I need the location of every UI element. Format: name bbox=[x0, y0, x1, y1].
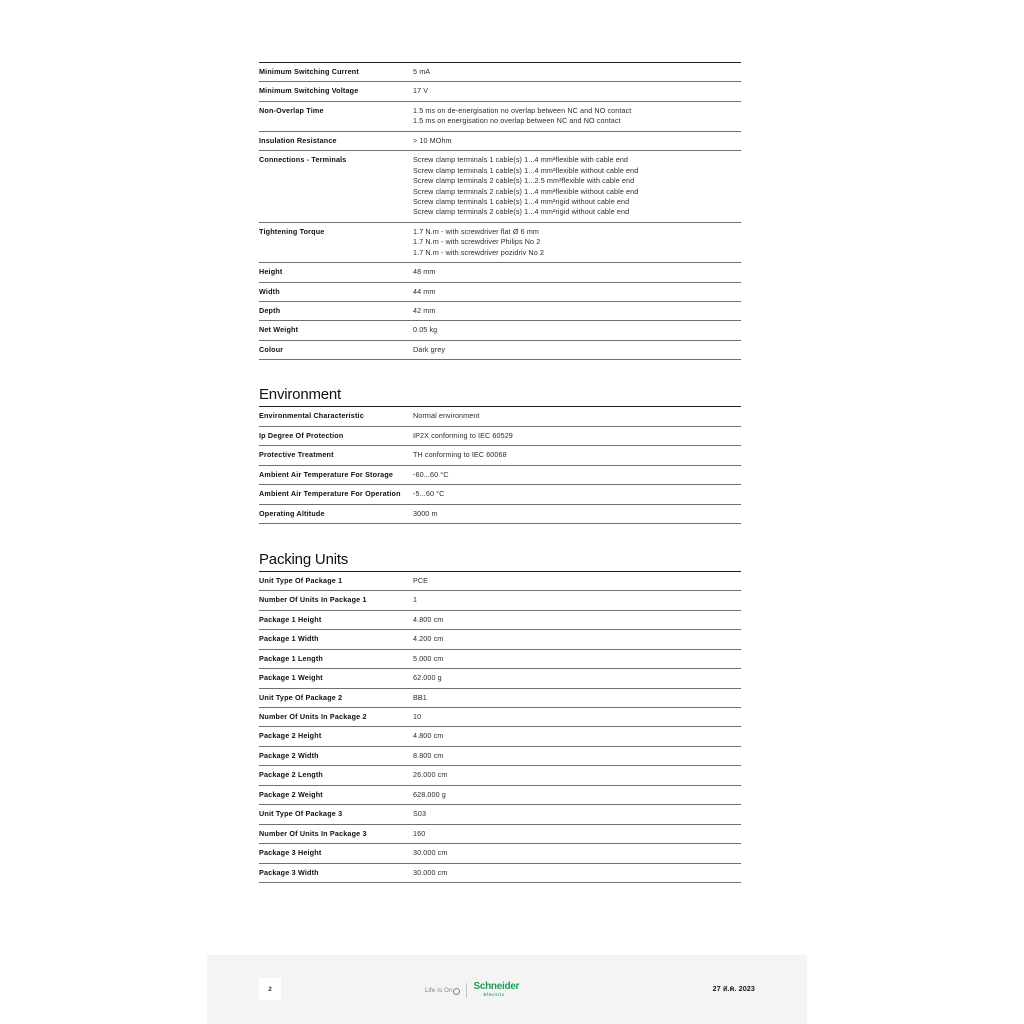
spec-value-line: Screw clamp terminals 1 cable(s) 1...4 mm²rigid without cable end bbox=[413, 196, 630, 206]
spec-value-line: 1.5 ms on de-energisation no overlap between NC and NO contact bbox=[413, 105, 632, 115]
spec-value-line: 30.000 cm bbox=[413, 848, 448, 858]
table-row bbox=[259, 426, 741, 445]
spec-value bbox=[411, 805, 741, 824]
spec-label: Unit Type Of Package 1 bbox=[259, 575, 343, 585]
spec-label: Package 2 Length bbox=[259, 770, 323, 780]
spec-value bbox=[411, 131, 741, 150]
spec-value-line: Screw clamp terminals 1 cable(s) 1...4 mm²flexible with cable end bbox=[413, 155, 629, 165]
spec-value bbox=[411, 151, 741, 223]
spec-value bbox=[411, 263, 741, 282]
spec-label: Connections - Terminals bbox=[259, 155, 347, 165]
section-heading-environment: Environment bbox=[259, 386, 342, 404]
table-row bbox=[259, 282, 741, 301]
spec-value bbox=[411, 504, 741, 523]
spec-label: Ambient Air Temperature For Operation bbox=[259, 489, 401, 499]
spec-value-line: Normal environment bbox=[413, 411, 480, 421]
table-row bbox=[259, 785, 741, 804]
spec-value bbox=[411, 688, 741, 707]
spec-value-line: Screw clamp terminals 2 cable(s) 1...4 mm²rigid without cable end bbox=[413, 207, 630, 217]
page-content bbox=[259, 62, 741, 883]
spec-label: Height bbox=[259, 267, 283, 277]
spec-value bbox=[411, 746, 741, 765]
spec-value-line: 10 bbox=[413, 712, 422, 721]
table-row bbox=[259, 263, 741, 282]
spec-label: Package 2 Height bbox=[259, 731, 322, 741]
spec-value-line: 4.200 cm bbox=[413, 634, 444, 644]
spec-label: Number Of Units In Package 1 bbox=[259, 595, 367, 605]
spec-value bbox=[411, 321, 741, 340]
spec-value-line: 1.7 N.m - with screwdriver Philips No 2 bbox=[413, 237, 541, 247]
table-row bbox=[259, 805, 741, 824]
spec-value-line: 0.05 kg bbox=[413, 325, 438, 335]
spec-label: Package 2 Weight bbox=[259, 789, 323, 799]
spec-label: Insulation Resistance bbox=[259, 135, 337, 145]
spec-value bbox=[411, 863, 741, 882]
spec-value-line: TH conforming to IEC 60068 bbox=[413, 450, 507, 460]
life-is-on-tagline: Life Is On bbox=[425, 986, 453, 994]
spec-value-line: 628.000 g bbox=[413, 789, 446, 799]
spec-value-line: Screw clamp terminals 2 cable(s) 1...4 mm²flexible without cable end bbox=[413, 186, 639, 196]
table-row bbox=[259, 504, 741, 523]
spec-label: Net Weight bbox=[259, 325, 299, 335]
spec-label: Minimum Switching Current bbox=[259, 67, 359, 76]
spec-value-line: 44 mm bbox=[413, 286, 436, 296]
document-page bbox=[207, 0, 807, 1024]
table-row bbox=[259, 222, 741, 262]
page-number-badge: 2 bbox=[259, 978, 281, 1000]
spec-value bbox=[411, 282, 741, 301]
table-row bbox=[259, 766, 741, 785]
spec-value-line: Screw clamp terminals 2 cable(s) 1...2.5 mm²flexible with cable end bbox=[413, 176, 635, 186]
spec-value bbox=[411, 302, 741, 321]
spec-value-line: Dark grey bbox=[413, 344, 446, 354]
spec-table-characteristics-continued bbox=[259, 62, 741, 360]
footer-date: 27 ส.ค. 2023 bbox=[712, 984, 755, 993]
spec-label: Package 3 Height bbox=[259, 848, 322, 858]
table-row bbox=[259, 340, 741, 359]
table-row bbox=[259, 610, 741, 629]
sections-container bbox=[259, 62, 741, 883]
table-row bbox=[259, 571, 741, 590]
spec-value bbox=[411, 610, 741, 629]
spec-label: Package 3 Width bbox=[259, 867, 319, 877]
spec-label: Package 1 Width bbox=[259, 634, 319, 644]
spec-label: Tightening Torque bbox=[259, 226, 325, 236]
spec-label: Ip Degree Of Protection bbox=[259, 430, 344, 440]
spec-label: Unit Type Of Package 3 bbox=[259, 809, 343, 819]
table-row bbox=[259, 446, 741, 465]
spec-value-line: 5 mA bbox=[413, 67, 431, 76]
spec-value-line: 17 V bbox=[413, 86, 429, 96]
spec-label: Package 1 Length bbox=[259, 653, 323, 663]
spec-label: Minimum Switching Voltage bbox=[259, 86, 359, 96]
table-row bbox=[259, 131, 741, 150]
spec-value bbox=[411, 340, 741, 359]
table-row bbox=[259, 465, 741, 484]
spec-label: Depth bbox=[259, 306, 281, 315]
table-row bbox=[259, 151, 741, 223]
spec-value bbox=[411, 766, 741, 785]
table-row bbox=[259, 649, 741, 668]
logo-divider bbox=[466, 983, 467, 998]
spec-label: Package 1 Height bbox=[259, 614, 322, 624]
spec-table-environment bbox=[259, 406, 741, 524]
spec-label: Package 1 Weight bbox=[259, 673, 323, 683]
section-heading-packing-units: Packing Units bbox=[259, 550, 349, 568]
table-row bbox=[259, 407, 741, 426]
spec-label: Non-Overlap Time bbox=[259, 105, 324, 115]
spec-value-line: 1.5 ms on energisation no overlap between NC and NO contact bbox=[413, 116, 621, 126]
table-row bbox=[259, 321, 741, 340]
spec-value bbox=[411, 708, 741, 727]
spec-value-line: IP2X conforming to IEC 60529 bbox=[413, 430, 513, 440]
spec-value-line: Screw clamp terminals 1 cable(s) 1...4 mm²flexible without cable end bbox=[413, 165, 639, 175]
spec-value bbox=[411, 571, 741, 590]
spec-value-line: > 10 MOhm bbox=[413, 135, 452, 145]
spec-label: Colour bbox=[259, 344, 284, 354]
spec-label: Number Of Units In Package 2 bbox=[259, 712, 367, 721]
spec-value bbox=[411, 727, 741, 746]
spec-value bbox=[411, 844, 741, 863]
brand-name: Schneider bbox=[473, 981, 520, 993]
spec-label: Width bbox=[259, 286, 280, 296]
spec-value-line: 3000 m bbox=[413, 508, 438, 518]
spec-value bbox=[411, 222, 741, 262]
spec-label: Ambient Air Temperature For Storage bbox=[259, 469, 394, 479]
table-row bbox=[259, 630, 741, 649]
spec-label: Unit Type Of Package 2 bbox=[259, 692, 343, 702]
table-row bbox=[259, 669, 741, 688]
spec-label: Protective Treatment bbox=[259, 450, 334, 460]
spec-value-line: 48 mm bbox=[413, 267, 436, 277]
spec-value-line: 30.000 cm bbox=[413, 867, 448, 877]
spec-label: Operating Altitude bbox=[259, 508, 325, 518]
spec-value-line: 160 bbox=[413, 828, 426, 838]
table-row bbox=[259, 302, 741, 321]
spec-value-line: S03 bbox=[413, 809, 427, 819]
spec-value-line: 26.000 cm bbox=[413, 770, 448, 780]
spec-value-line: 62.000 g bbox=[413, 673, 442, 683]
spec-value bbox=[411, 101, 741, 131]
spec-value bbox=[411, 824, 741, 843]
table-row bbox=[259, 863, 741, 882]
table-row bbox=[259, 101, 741, 131]
section-spacer bbox=[259, 360, 741, 386]
spec-value-line: 1.7 N.m - with screwdriver flat Ø 6 mm bbox=[413, 226, 540, 236]
table-row bbox=[259, 824, 741, 843]
spec-value-line: PCE bbox=[413, 575, 429, 585]
spec-value-line: 1 bbox=[413, 595, 418, 605]
table-row bbox=[259, 591, 741, 610]
spec-value bbox=[411, 407, 741, 426]
brand-subname: Electric bbox=[483, 991, 505, 997]
spec-value bbox=[411, 630, 741, 649]
spec-value-line: 8.800 cm bbox=[413, 750, 444, 760]
footer-inner bbox=[207, 955, 807, 1024]
table-row bbox=[259, 708, 741, 727]
schneider-electric-logo bbox=[425, 981, 519, 999]
spec-label: Package 2 Width bbox=[259, 750, 319, 760]
brand-wordmark bbox=[473, 982, 519, 997]
table-row bbox=[259, 63, 741, 82]
spec-value-line: 4.800 cm bbox=[413, 731, 444, 741]
table-row bbox=[259, 82, 741, 101]
spec-value-line: 42 mm bbox=[413, 306, 436, 315]
spec-value bbox=[411, 591, 741, 610]
page-footer bbox=[207, 955, 807, 1024]
table-row bbox=[259, 746, 741, 765]
table-row bbox=[259, 485, 741, 504]
spec-table-packing-units bbox=[259, 571, 741, 883]
spec-value bbox=[411, 426, 741, 445]
spec-value bbox=[411, 669, 741, 688]
power-circle-icon bbox=[453, 988, 460, 995]
table-row bbox=[259, 688, 741, 707]
spec-value bbox=[411, 465, 741, 484]
section-spacer bbox=[259, 524, 741, 551]
spec-value-line: 4.800 cm bbox=[413, 614, 444, 624]
spec-value-line: 1.7 N.m - with screwdriver pozidriv No 2 bbox=[413, 247, 545, 257]
spec-value bbox=[411, 63, 741, 82]
spec-value bbox=[411, 649, 741, 668]
spec-label: Number Of Units In Package 3 bbox=[259, 828, 367, 838]
spec-value bbox=[411, 785, 741, 804]
spec-value bbox=[411, 82, 741, 101]
spec-value bbox=[411, 446, 741, 465]
spec-value-line: -5...60 °C bbox=[413, 489, 445, 499]
table-row bbox=[259, 727, 741, 746]
spec-label: Environmental Characteristic bbox=[259, 411, 364, 421]
spec-value-line: -60...60 °C bbox=[413, 469, 449, 479]
spec-value-line: BB1 bbox=[413, 692, 427, 702]
spec-value bbox=[411, 485, 741, 504]
table-row bbox=[259, 844, 741, 863]
spec-value-line: 5.000 cm bbox=[413, 653, 444, 663]
